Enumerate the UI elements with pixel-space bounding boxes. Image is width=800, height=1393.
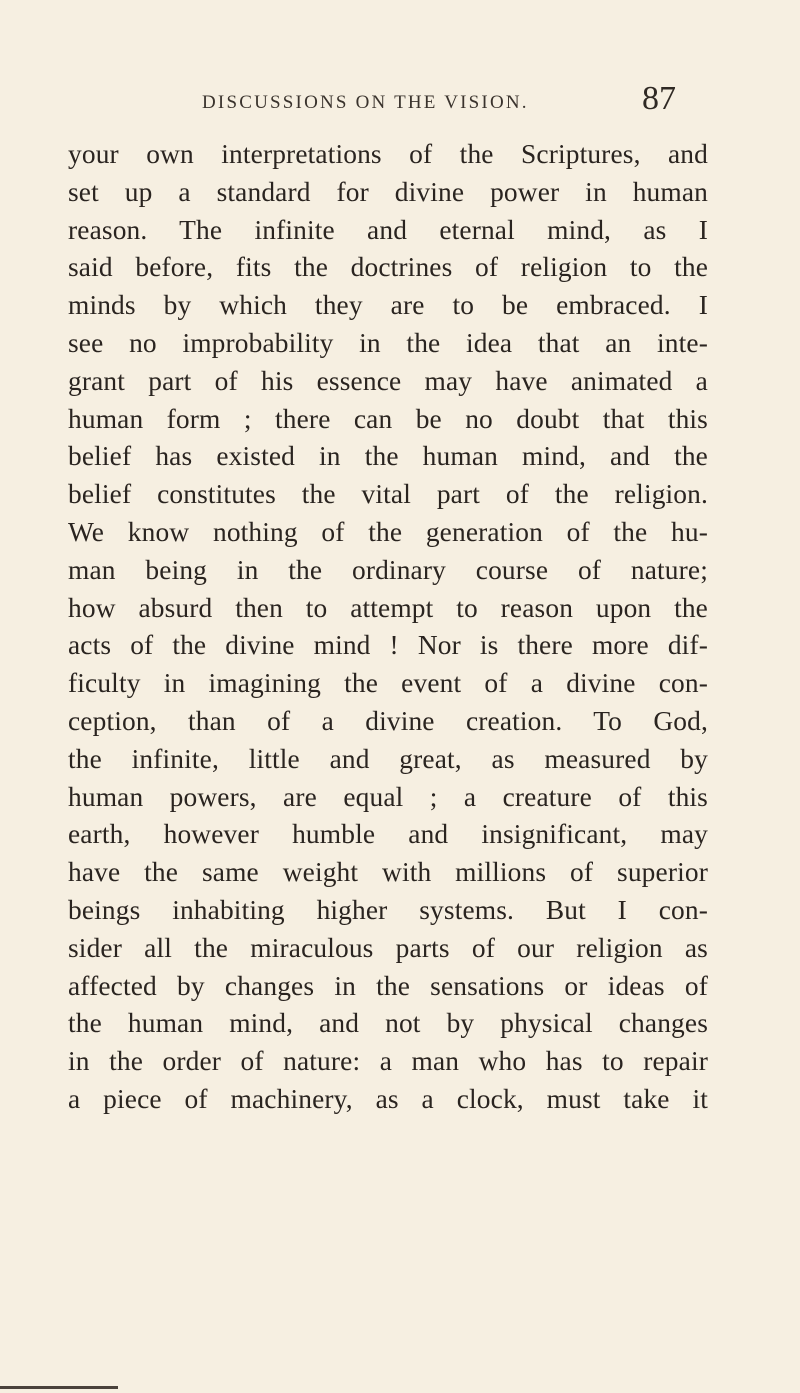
text-line: beings inhabiting higher systems. But I con-: [68, 894, 708, 925]
text-line: sider all the miraculous parts of our religion as: [68, 932, 708, 963]
text-line: see no improbability in the idea that an inte-: [68, 327, 708, 358]
text-line: your own interpretations of the Scriptures, and: [68, 139, 708, 169]
text-line: human powers, are equal ; a creature of this: [68, 781, 708, 812]
text-line: the infinite, little and great, as measured by: [68, 743, 708, 774]
running-title: DISCUSSIONS ON THE VISION.: [202, 92, 529, 113]
body-text: [68, 136, 708, 1119]
text-line: the human mind, and not by physical changes: [68, 1008, 708, 1039]
text-line: earth, however humble and insignificant, may: [68, 819, 708, 850]
text-line: human form ; there can be no doubt that this: [68, 403, 708, 434]
text-line: affected by changes in the sensations or ideas of: [68, 970, 708, 1001]
text-line: belief constitutes the vital part of the religion.: [68, 479, 708, 510]
text-line: We know nothing of the generation of the hu-: [68, 516, 708, 547]
text-line: set up a standard for divine power in human: [68, 176, 708, 207]
text-line: man being in the ordinary course of nature;: [68, 554, 708, 585]
page-number: 87: [642, 80, 676, 117]
text-line: reason. The infinite and eternal mind, as I: [68, 214, 708, 245]
text-line: grant part of his essence may have animated a: [68, 365, 708, 396]
text-line: a piece of machinery, as a clock, must take it: [68, 1083, 708, 1114]
text-line: belief has existed in the human mind, and the: [68, 441, 708, 472]
text-line: have the same weight with millions of superior: [68, 857, 708, 888]
text-line: minds by which they are to be embraced. I: [68, 290, 708, 321]
text-line: said before, fits the doctrines of religion to the: [68, 252, 708, 283]
text-line: ception, than of a divine creation. To God,: [68, 705, 708, 736]
text-line: acts of the divine mind ! Nor is there more dif-: [68, 630, 708, 661]
text-line: in the order of nature: a man who has to repair: [68, 1046, 708, 1077]
running-head: [0, 80, 800, 126]
text-line: how absurd then to attempt to reason upon the: [68, 592, 708, 623]
text-line: ficulty in imagining the event of a divine con-: [68, 668, 708, 699]
bottom-edge-rule: [0, 1386, 118, 1389]
